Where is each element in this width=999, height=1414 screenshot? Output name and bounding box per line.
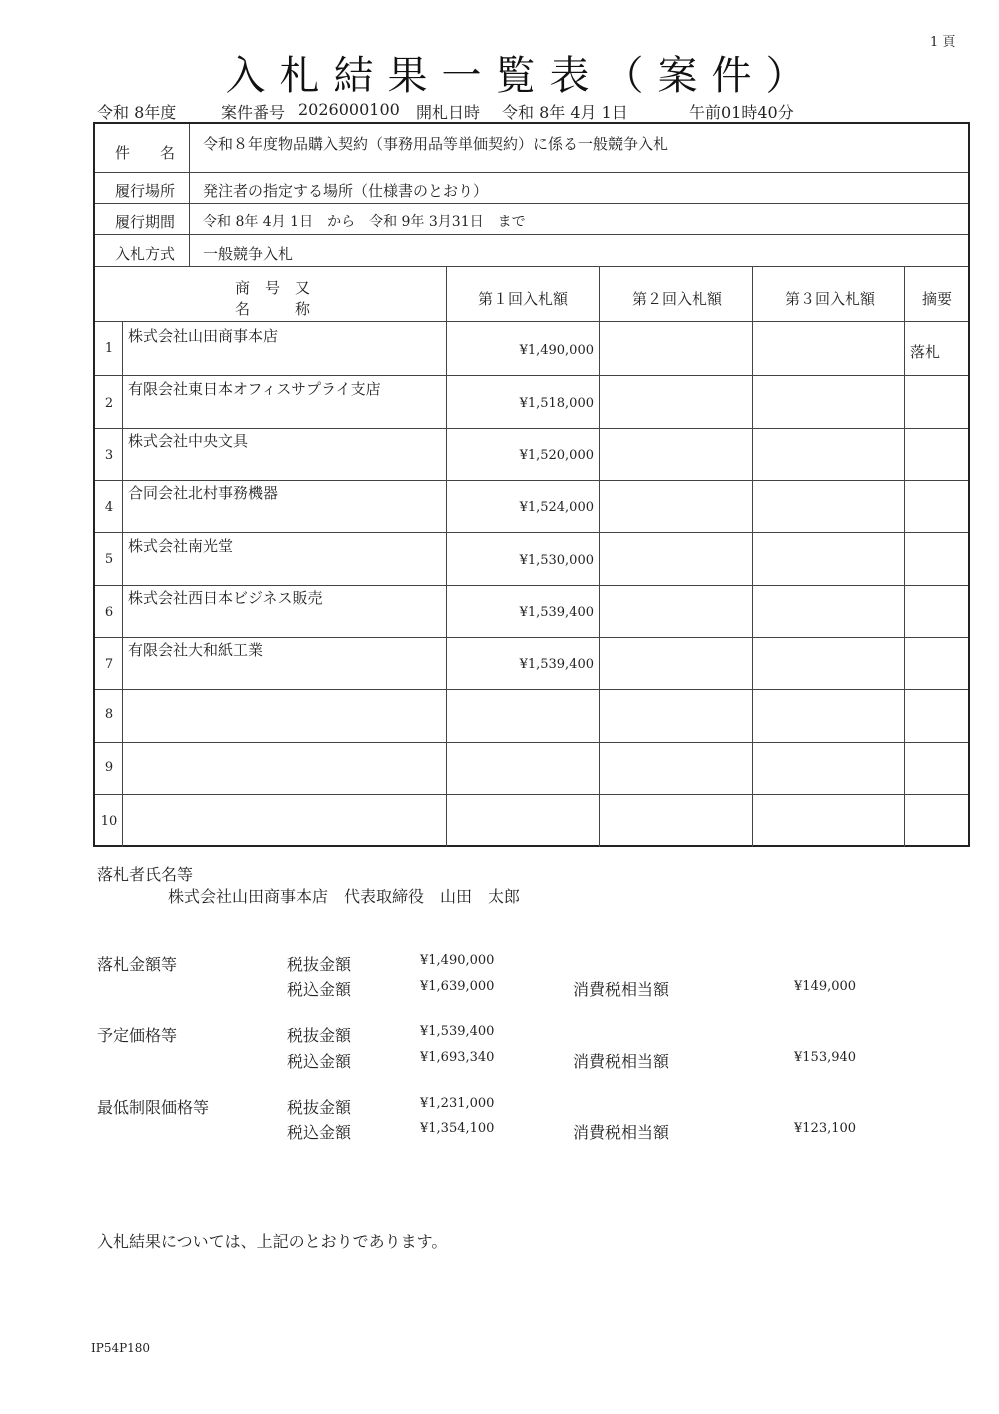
- tax-label: 消費税相当額: [573, 1052, 670, 1071]
- col-bidder-bottom: 名 称: [235, 300, 311, 318]
- bidder-name: 株式会社中央文具: [128, 432, 249, 450]
- bid-amount: ¥1,524,000: [519, 500, 594, 515]
- info-value-subject: 令和８年度物品購入契約（事務用品等単価契約）に係る一般競争入札: [203, 135, 669, 153]
- bidder-name: 有限会社東日本オフィスサプライ支店: [128, 380, 381, 398]
- bid-amount: ¥1,539,400: [519, 605, 594, 620]
- excl-label: 税抜金額: [287, 955, 352, 974]
- row-number: 2: [104, 396, 114, 411]
- incl-amount: ¥1,354,100: [420, 1121, 495, 1136]
- tax-label: 消費税相当額: [573, 980, 670, 999]
- info-label-subject: 件 名: [115, 144, 176, 162]
- bid-amount: ¥1,490,000: [519, 343, 594, 358]
- bid-amount: ¥1,520,000: [519, 448, 594, 463]
- tax-amount: ¥153,940: [794, 1050, 857, 1065]
- page-title: 入札結果一覧表（案件）: [225, 53, 820, 99]
- page-number: 1 頁: [930, 35, 956, 50]
- row-number: 9: [104, 760, 114, 775]
- form-code: IP54P180: [91, 1341, 151, 1355]
- info-label-method: 入札方式: [115, 245, 176, 263]
- open-date-label: 開札日時: [416, 103, 481, 122]
- col-note: 摘要: [922, 290, 953, 308]
- row-number: 10: [100, 814, 118, 829]
- bidder-name: 有限会社大和紙工業: [128, 641, 264, 659]
- info-value-method: 一般競争入札: [203, 245, 294, 263]
- incl-amount: ¥1,693,340: [420, 1050, 495, 1065]
- excl-amount: ¥1,539,400: [420, 1024, 495, 1039]
- tax-amount: ¥149,000: [794, 979, 857, 994]
- row-number: 5: [104, 552, 114, 567]
- summary-label: 最低制限価格等: [97, 1098, 210, 1117]
- case-number: 2026000100: [298, 100, 400, 119]
- summary-label: 予定価格等: [97, 1026, 178, 1045]
- incl-label: 税込金額: [287, 980, 352, 999]
- winner-value: 株式会社山田商事本店 代表取締役 山田 太郎: [168, 887, 521, 906]
- row-number: 7: [104, 657, 114, 672]
- row-number: 1: [104, 341, 114, 356]
- row-note: 落札: [910, 343, 941, 361]
- excl-amount: ¥1,490,000: [420, 953, 495, 968]
- fiscal-year: 令和 8年度: [97, 103, 177, 122]
- incl-label: 税込金額: [287, 1123, 352, 1142]
- col-bidder-top: 商 号 又: [235, 279, 311, 297]
- summary-label: 落札金額等: [97, 955, 178, 974]
- result-table: [93, 122, 970, 847]
- col-round2: 第２回入札額: [632, 290, 723, 308]
- bidder-name: 株式会社南光堂: [128, 537, 234, 555]
- open-time: 午前01時40分: [689, 103, 794, 122]
- tax-amount: ¥123,100: [794, 1121, 857, 1136]
- row-number: 6: [104, 605, 114, 620]
- bidder-name: 株式会社西日本ビジネス販売: [128, 589, 323, 607]
- bidder-name: 株式会社山田商事本店: [128, 327, 279, 345]
- bid-amount: ¥1,530,000: [519, 553, 594, 568]
- excl-label: 税抜金額: [287, 1098, 352, 1117]
- row-number: 8: [104, 707, 114, 722]
- bid-amount: ¥1,518,000: [519, 396, 594, 411]
- incl-label: 税込金額: [287, 1052, 352, 1071]
- row-number: 4: [104, 500, 114, 515]
- tax-label: 消費税相当額: [573, 1123, 670, 1142]
- info-value-place: 発注者の指定する場所（仕様書のとおり）: [203, 182, 489, 200]
- info-label-place: 履行場所: [115, 182, 176, 200]
- bidder-name: 合同会社北村事務機器: [128, 484, 279, 502]
- bid-amount: ¥1,539,400: [519, 657, 594, 672]
- info-value-period: 令和 8年 4月 1日 から 令和 9年 3月31日 まで: [203, 214, 526, 230]
- info-label-period: 履行期間: [115, 213, 176, 231]
- col-round1: 第１回入札額: [478, 290, 569, 308]
- incl-amount: ¥1,639,000: [420, 979, 495, 994]
- winner-label: 落札者氏名等: [97, 865, 194, 884]
- excl-amount: ¥1,231,000: [420, 1096, 495, 1111]
- case-number-label: 案件番号: [221, 103, 286, 122]
- open-date: 令和 8年 4月 1日: [502, 103, 628, 122]
- closing-note: 入札結果については、上記のとおりであります。: [97, 1232, 448, 1251]
- excl-label: 税抜金額: [287, 1026, 352, 1045]
- row-number: 3: [104, 448, 114, 463]
- col-round3: 第３回入札額: [785, 290, 876, 308]
